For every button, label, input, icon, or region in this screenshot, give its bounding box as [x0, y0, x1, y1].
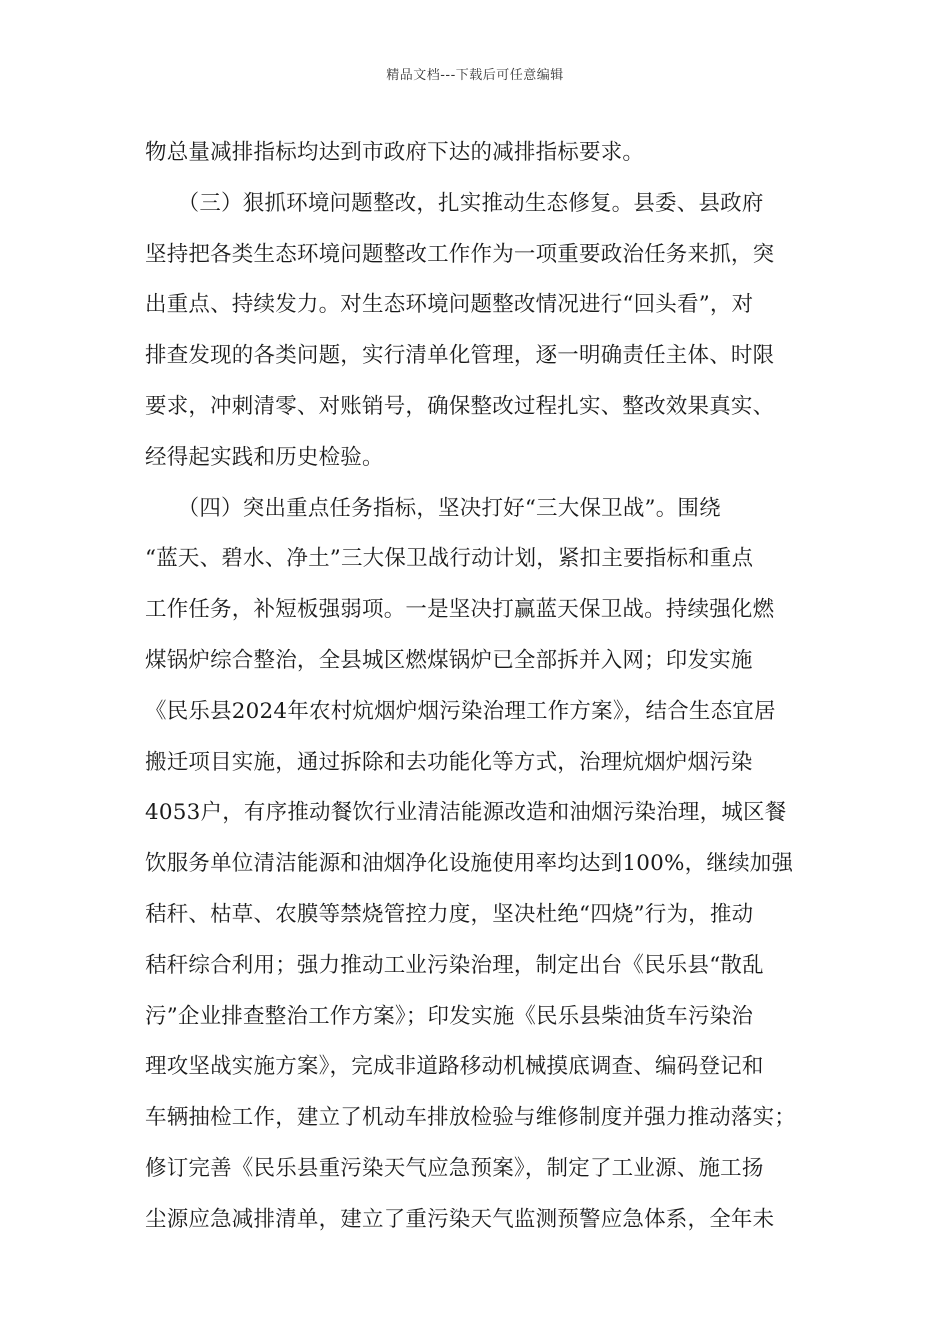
paragraph [145, 179, 807, 484]
text-line: 搬迁项目实施，通过拆除和去功能化等方式，治理炕烟炉烟污染 [145, 749, 753, 775]
document-body [145, 128, 807, 1246]
text-line: 尘源应急减排清单，建立了重污染天气监测预警应急体系，全年未 [145, 1206, 775, 1232]
text-line: 理攻坚战实施方案》，完成非道路移动机械摸底调查、编码登记和 [145, 1054, 764, 1080]
text-line: （三）狠抓环境问题整改，扎实推动生态修复。县委、县政府 [145, 190, 764, 216]
text-line: 饮服务单位清洁能源和油烟净化设施使用率均达到100%，继续加强 [145, 851, 794, 877]
text-line: 经得起实践和历史检验。 [145, 444, 384, 470]
text-line: 《民乐县2024年农村炕烟炉烟污染治理工作方案》，结合生态宜居 [145, 698, 776, 724]
text-line: 4053户，有序推动餐饮行业清洁能源改造和油烟污染治理，城区餐 [145, 800, 787, 826]
text-line: （四）突出重点任务指标，坚决打好“三大保卫战”。围绕 [145, 495, 721, 521]
text-line: 出重点、持续发力。对生态环境问题整改情况进行“回头看”，对 [145, 292, 754, 318]
text-line: 车辆抽检工作，建立了机动车排放检验与维修制度并强力推动落实； [145, 1105, 797, 1131]
text-line: 修订完善《民乐县重污染天气应急预案》，制定了工业源、施工扬 [145, 1155, 764, 1181]
text-line: 秸秆、枯草、农膜等禁烧管控力度，坚决杜绝“四烧”行为，推动 [145, 901, 754, 927]
page-header: 精品文档---下载后可任意编辑 [386, 68, 564, 83]
text-line: 污”企业排查整治工作方案》；印发实施《民乐县柴油货车污染治 [145, 1003, 754, 1029]
text-line: 排查发现的各类问题，实行清单化管理，逐一明确责任主体、时限 [145, 343, 775, 369]
paragraph [145, 128, 807, 179]
text-line: 煤锅炉综合整治，全县城区燃煤锅炉已全部拆并入网；印发实施 [145, 647, 753, 673]
text-line: 秸秆综合利用；强力推动工业污染治理，制定出台《民乐县“散乱 [145, 952, 764, 978]
text-line: 工作任务，补短板强弱项。一是坚决打赢蓝天保卫战。持续强化燃 [145, 597, 775, 623]
paragraph [145, 484, 807, 1246]
text-line: 物总量减排指标均达到市政府下达的减排指标要求。 [145, 140, 645, 165]
text-line: 要求，冲刺清零、对账销号，确保整改过程扎实、整改效果真实、 [145, 393, 775, 419]
text-line: 坚持把各类生态环境问题整改工作作为一项重要政治任务来抓，突 [145, 241, 775, 267]
text-line: “蓝天、碧水、净土”三大保卫战行动计划，紧扣主要指标和重点 [145, 546, 754, 572]
